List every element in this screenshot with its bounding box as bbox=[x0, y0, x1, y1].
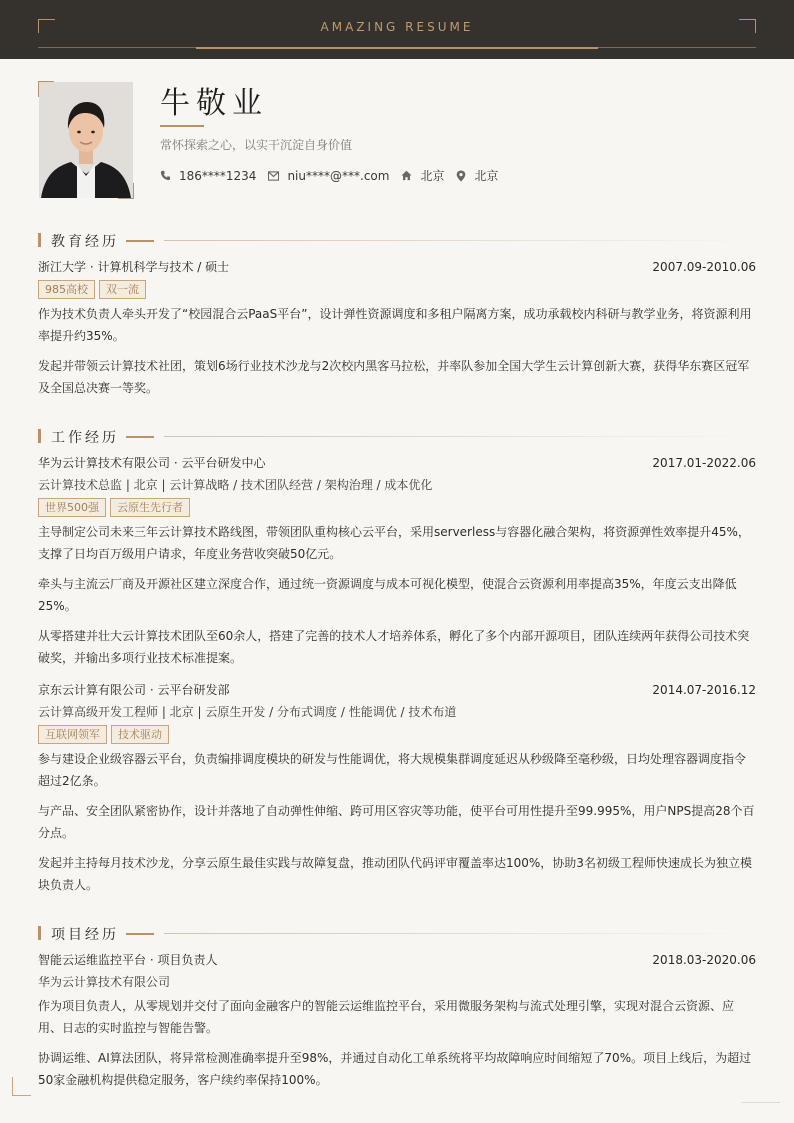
education-date: 2007.09-2010.06 bbox=[652, 260, 756, 274]
section-title: 教育经历 bbox=[51, 234, 119, 250]
section-rule bbox=[164, 933, 756, 934]
mail-icon bbox=[268, 171, 279, 181]
education-description: 发起并带领云计算技术社团，策划6场行业技术沙龙与2次校内黑客马拉松，并率队参加全国大学生云计算创新大赛，获得华东赛区冠军及全国总决赛一等奖。 bbox=[38, 359, 750, 395]
location-value: 北京 bbox=[474, 169, 499, 183]
contact-email bbox=[268, 169, 389, 183]
work-description: 发起并主持每月技术沙龙，分享云原生最佳实践与故障复盘，推动团队代码评审覆盖率达100%，协助3名初级工程师快速成长为独立模块负责人。 bbox=[38, 856, 752, 892]
header-title: AMAZING RESUME bbox=[320, 20, 474, 34]
work-description: 参与建设企业级容器云平台，负责编排调度模块的研发与性能调优，将大规模集群调度延迟从秒级降至毫秒级，日均处理容器调度指令超过2亿条。 bbox=[38, 752, 747, 788]
work-company: 华为云计算技术有限公司 · 云平台研发中心 bbox=[38, 456, 266, 470]
footer-rule bbox=[742, 1102, 780, 1103]
phone-icon bbox=[160, 170, 171, 181]
footer-corner bbox=[12, 1077, 31, 1096]
contact-bar bbox=[160, 167, 510, 184]
section-marker bbox=[38, 926, 41, 940]
work-role: 云计算高级开发工程师 | 北京 | 云原生开发 / 分布式调度 / 性能调优 / 技术布道 bbox=[38, 705, 457, 719]
tag-badge: 技术驱动 bbox=[111, 725, 169, 744]
education-description: 作为技术负责人牵头开发了“校园混合云PaaS平台”，设计弹性资源调度和多租户隔离方案，成功承载校内科研与教学业务，将资源利用率提升约35%。 bbox=[38, 307, 752, 343]
project-name: 智能云运维监控平台 · 项目负责人 bbox=[38, 953, 218, 967]
work-company: 京东云计算有限公司 · 云平台研发部 bbox=[38, 683, 230, 697]
tag-badge: 云原生先行者 bbox=[110, 498, 190, 517]
work-date: 2017.01-2022.06 bbox=[652, 456, 756, 470]
location-pin-icon bbox=[456, 170, 466, 182]
section-header-work bbox=[38, 428, 756, 444]
profile-photo-frame bbox=[38, 81, 134, 199]
project-description: 协调运维、AI算法团队，将异常检测准确率提升至98%，并通过自动化工单系统将平均故障响应时间缩短了70%。项目上线后，为超过50家金融机构提供稳定服务，客户续约率保持100%。 bbox=[38, 1051, 752, 1087]
project-date: 2018.03-2020.06 bbox=[652, 953, 756, 967]
candidate-name: 牛敬业 bbox=[160, 86, 268, 121]
slogan: 常怀探索之心，以实干沉淀自身价值 bbox=[160, 138, 353, 152]
email-value: niu****@***.com bbox=[287, 168, 390, 183]
section-rule bbox=[164, 240, 756, 241]
education-tags bbox=[38, 280, 150, 299]
work-description: 与产品、安全团队紧密协作，设计并落地了自动弹性伸缩、跨可用区容灾等功能，使平台可用性提升至99.995%，用户NPS提高28个百分点。 bbox=[38, 804, 755, 840]
contact-location bbox=[456, 167, 498, 184]
contact-hometown bbox=[401, 167, 444, 184]
project-company: 华为云计算技术有限公司 bbox=[38, 975, 171, 989]
tag-badge: 互联网领军 bbox=[38, 725, 107, 744]
tag-badge: 双一流 bbox=[99, 280, 146, 299]
section-title: 工作经历 bbox=[51, 430, 119, 446]
work-tags bbox=[38, 725, 173, 744]
contact-phone bbox=[160, 169, 256, 183]
work-role: 云计算技术总监 | 北京 | 云计算战略 / 技术团队经营 / 架构治理 / 成本优化 bbox=[38, 478, 433, 492]
section-rule bbox=[164, 436, 756, 437]
profile-photo bbox=[39, 82, 133, 198]
section-rule-accent bbox=[126, 933, 154, 935]
work-date: 2014.07-2016.12 bbox=[652, 683, 756, 697]
home-icon bbox=[401, 170, 412, 181]
work-description: 主导制定公司未来三年云计算技术路线图，带领团队重构核心云平台，采用serverless与容器化融合架构，将资源弹性效率提升45%，支撑了日均百万级用户请求，年度业务营收突破50亿元。 bbox=[38, 525, 750, 561]
avatar bbox=[39, 82, 133, 198]
work-description: 从零搭建并壮大云计算技术团队至60余人，搭建了完善的技术人才培养体系，孵化了多个内部开源项目，团队连续两年获得公司技术突破奖，并输出多项行业技术标准提案。 bbox=[38, 629, 750, 665]
hometown-value: 北京 bbox=[420, 169, 445, 183]
work-description: 牵头与主流云厂商及开源社区建立深度合作，通过统一资源调度与成本可视化模型，使混合云资源利用率提高35%，年度云支出降低25%。 bbox=[38, 577, 737, 613]
phone-value: 186****1234 bbox=[179, 168, 257, 183]
section-title: 项目经历 bbox=[51, 927, 119, 943]
project-description: 作为项目负责人，从零规划并交付了面向金融客户的智能云运维监控平台，采用微服务架构与流式处理引擎，实现对混合云资源、应用、日志的实时监控与智能告警。 bbox=[38, 999, 735, 1035]
tag-badge: 985高校 bbox=[38, 280, 95, 299]
tag-badge: 世界500强 bbox=[38, 498, 106, 517]
section-marker bbox=[38, 429, 41, 443]
header-divider-accent bbox=[196, 47, 598, 49]
section-header-education bbox=[38, 232, 756, 248]
section-rule-accent bbox=[126, 240, 154, 242]
education-school: 浙江大学 · 计算机科学与技术 / 硕士 bbox=[38, 260, 230, 274]
work-tags bbox=[38, 498, 194, 517]
section-rule-accent bbox=[126, 436, 154, 438]
section-header-projects bbox=[38, 925, 756, 941]
section-marker bbox=[38, 233, 41, 247]
name-underline bbox=[160, 125, 204, 127]
